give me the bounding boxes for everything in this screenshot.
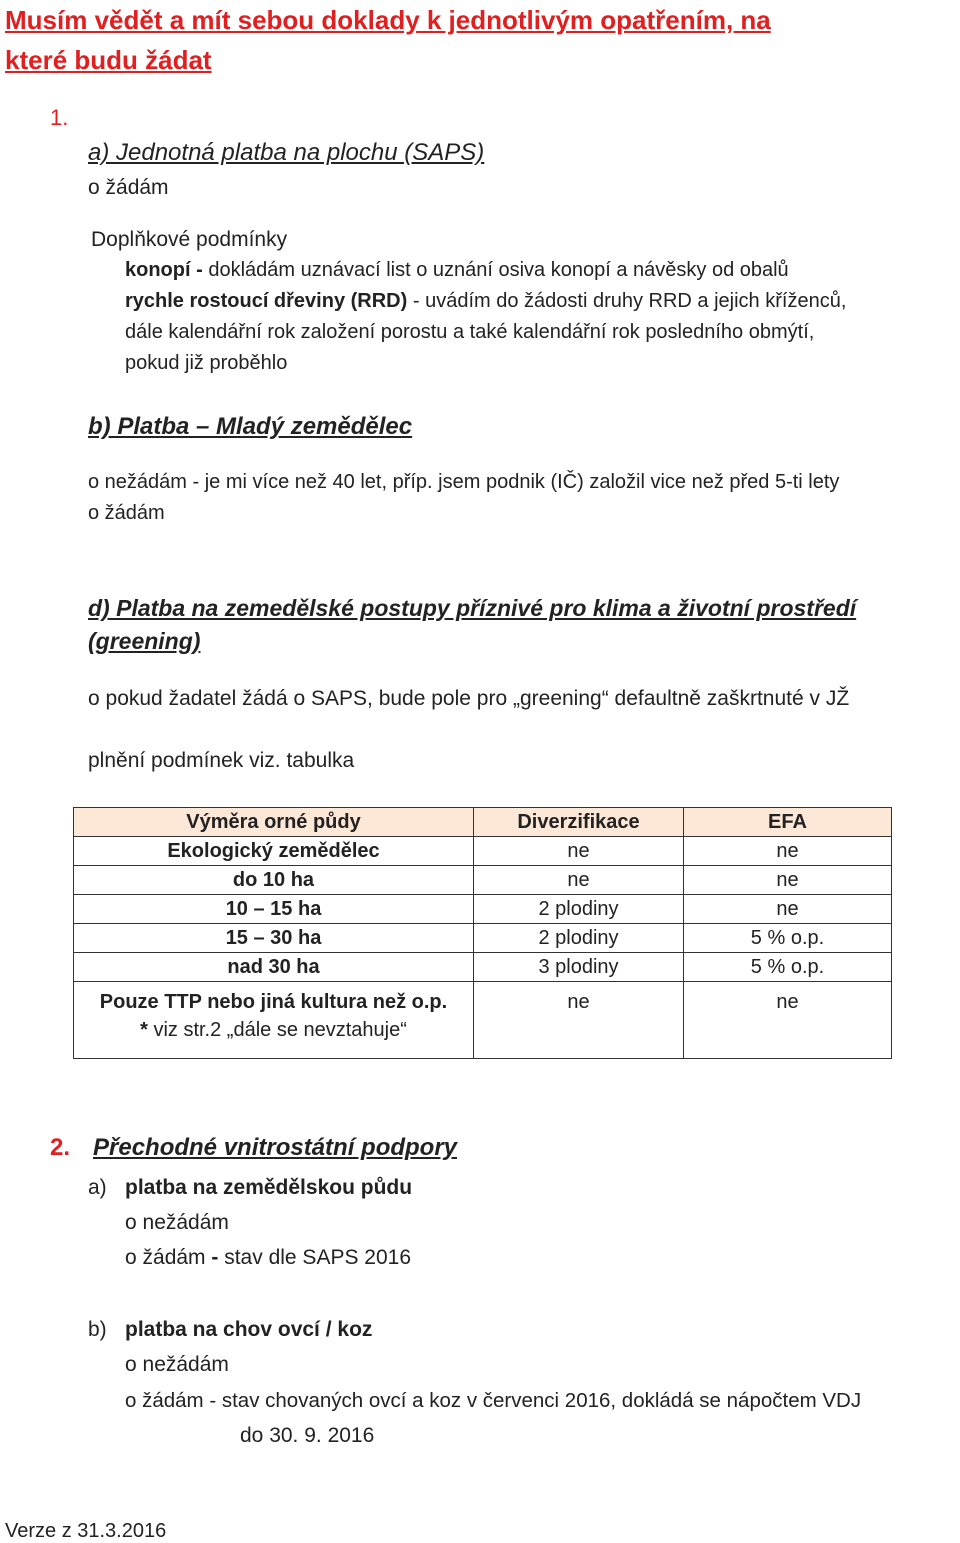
rrd-text1: - uvádím do žádosti druhy RRD a jejich kříženců, (407, 290, 847, 312)
table-cell: 5 % o.p. (684, 953, 892, 982)
section2b-label: b) (88, 1318, 107, 1341)
table-cell: Ekologický zemědělec (74, 837, 474, 866)
table-cell (74, 982, 474, 1059)
section2a-option2 (125, 1246, 411, 1270)
section1d-option: o pokud žadatel žádá o SAPS, bude pole pro „greening“ defaultně zaškrtnuté v JŽ (88, 687, 850, 710)
table-cell-star: * (140, 1019, 148, 1041)
rrd-line1 (125, 290, 846, 313)
section1d-heading-line2: (greening) (88, 628, 201, 654)
section1d-heading-line1: d) Platba na zemedělské postupy příznivé pro klima a životní prostředí (88, 595, 857, 621)
table-cell: ne (474, 982, 684, 1059)
table-cell: do 10 ha (74, 866, 474, 895)
table-row (74, 866, 892, 895)
table-cell: 10 – 15 ha (74, 895, 474, 924)
table-cell: ne (474, 866, 684, 895)
page-title-line2: které budu žádat (5, 45, 212, 75)
table-cell: ne (684, 866, 892, 895)
section2b-option2-cont: do 30. 9. 2016 (240, 1424, 375, 1447)
table-header-row (74, 808, 892, 837)
page-title-line1: Musím vědět a mít sebou doklady k jednotlivým opatřením, na (5, 5, 771, 35)
konopi-text: dokládám uznávací list o uznání osiva konopí a návěsky od obalů (202, 259, 789, 281)
section1a-option: o žádám (88, 176, 169, 199)
table-cell: ne (684, 837, 892, 866)
section2-heading: Přechodné vnitrostátní podpory (93, 1134, 458, 1161)
table-cell: 2 plodiny (474, 895, 684, 924)
section1-number: 1. (50, 105, 69, 130)
section2a-option2-rest: stav dle SAPS 2016 (218, 1246, 412, 1269)
table-cell: ne (474, 837, 684, 866)
section2b-option1: o nežádám (125, 1353, 229, 1376)
table-row (74, 982, 892, 1059)
table-cell: ne (684, 895, 892, 924)
table-cell-line1: Pouze TTP nebo jiná kultura než o.p. (99, 991, 448, 1013)
table-header-cell: EFA (684, 808, 892, 837)
version-footer: Verze z 31.3.2016 (5, 1520, 167, 1542)
section2b-title: platba na chov ovcí / koz (125, 1318, 373, 1341)
section1d-note: plnění podmínek viz. tabulka (88, 749, 355, 772)
section2a-option2-dash: - (211, 1246, 219, 1269)
table-row (74, 837, 892, 866)
table-cell: nad 30 ha (74, 953, 474, 982)
section2a-option1: o nežádám (125, 1211, 229, 1234)
rrd-line3: pokud již proběhlo (125, 352, 288, 374)
section1b-heading: b) Platba – Mladý zemědělec (88, 413, 413, 440)
konopi-line (125, 259, 789, 282)
section1a-heading: a) Jednotná platba na plochu (SAPS) (88, 139, 485, 166)
table-header-cell: Diverzifikace (474, 808, 684, 837)
table-cell-line2 (74, 1016, 473, 1044)
table-row (74, 953, 892, 982)
table-row (74, 924, 892, 953)
section1a-subheading: Doplňkové podmínky (91, 228, 288, 251)
section2a-label: a) (88, 1176, 107, 1199)
table-cell-line2-text: viz str.2 „dále se nevztahuje“ (147, 1019, 407, 1041)
rrd-label: rychle rostoucí dřeviny (RRD) (125, 290, 408, 312)
section1b-option2: o žádám (88, 502, 165, 524)
section2-number: 2. (50, 1134, 71, 1161)
rrd-line2: dále kalendářní rok založení porostu a také kalendářní rok posledního obmýtí, (125, 321, 815, 343)
table-header-cell: Výměra orné půdy (74, 808, 474, 837)
table-cell: ne (684, 982, 892, 1059)
conditions-table (73, 807, 892, 1059)
table-cell: 3 plodiny (474, 953, 684, 982)
table-cell: 2 plodiny (474, 924, 684, 953)
page-title (5, 0, 771, 80)
section2a-option2-prefix: o žádám (125, 1246, 212, 1269)
table-cell: 5 % o.p. (684, 924, 892, 953)
section2b-option2: o žádám - stav chovaných ovcí a koz v červenci 2016, dokládá se nápočtem VDJ (125, 1389, 862, 1412)
table-cell: 15 – 30 ha (74, 924, 474, 953)
table-row (74, 895, 892, 924)
konopi-label: konopí - (125, 259, 203, 281)
section1b-option1: o nežádám - je mi více než 40 let, příp. jsem podnik (IČ) založil vice než před 5-ti lety (88, 471, 840, 493)
section1d-heading (88, 595, 856, 655)
section2a-title: platba na zemědělskou půdu (125, 1176, 413, 1199)
